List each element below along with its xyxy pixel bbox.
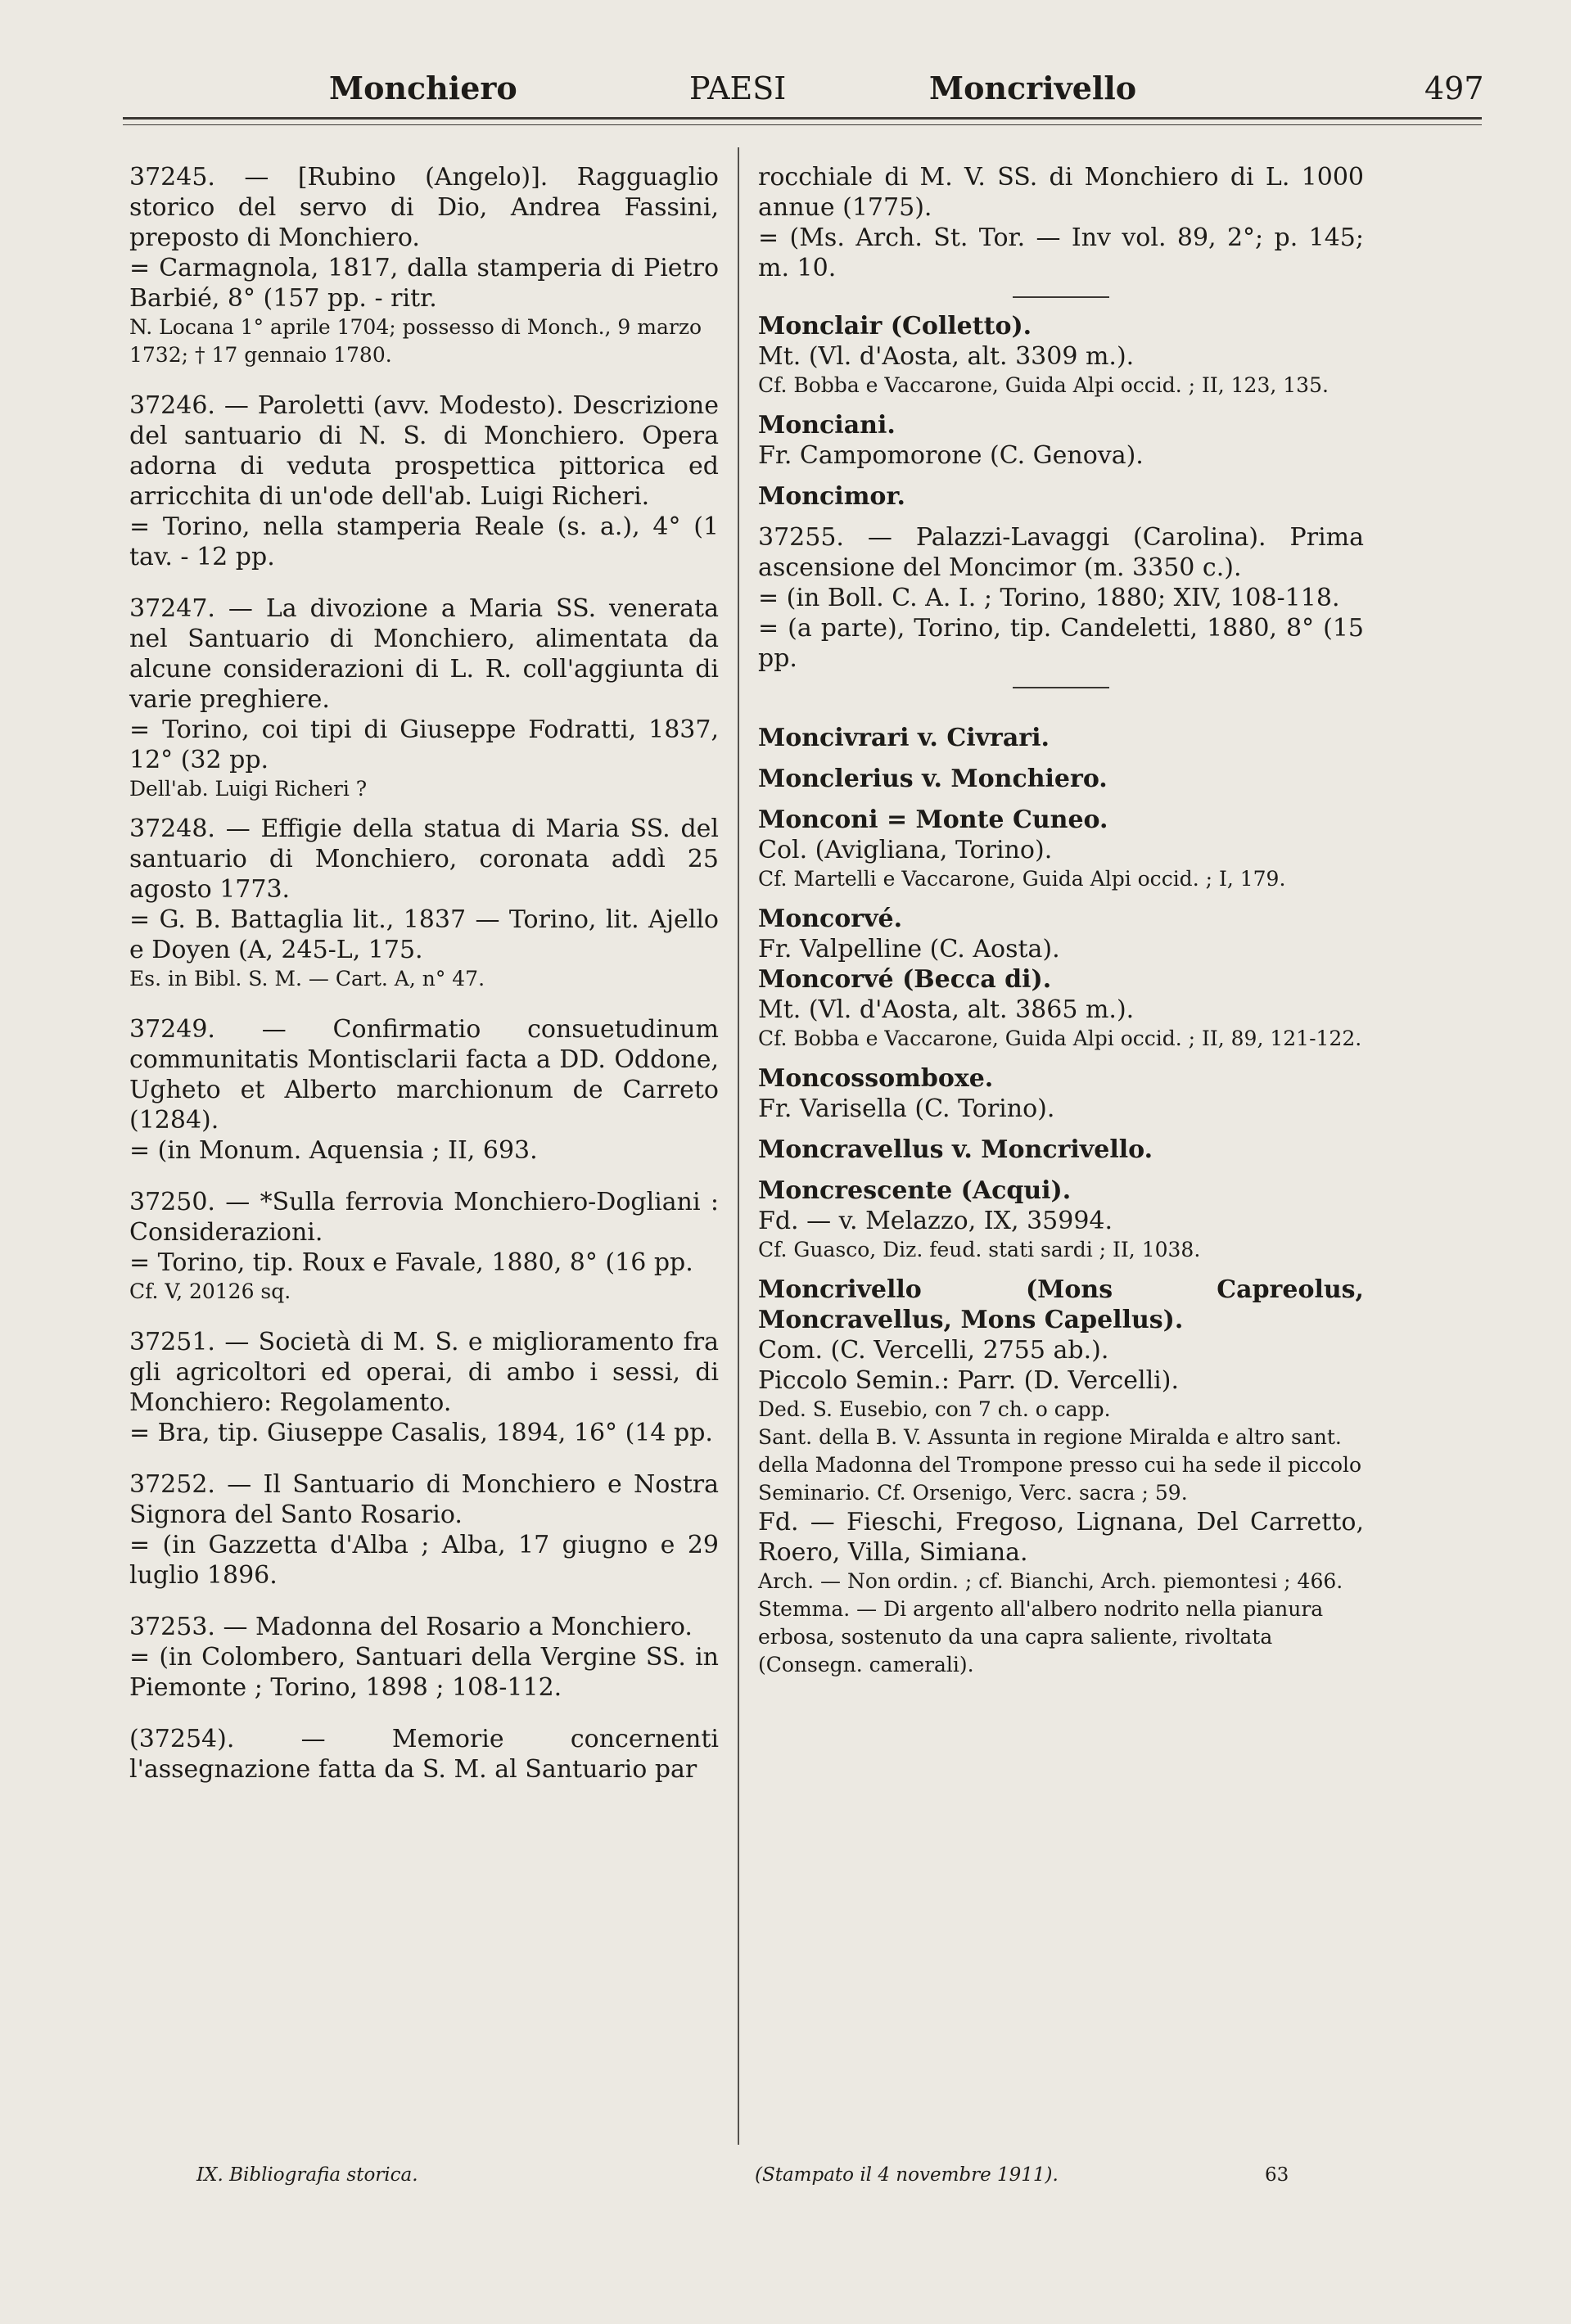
right-heading: Moncossomboxe. [758,1064,994,1093]
right-heading: Monciani. [758,411,896,440]
left-entry: = G. B. Battaglia lit., 1837 — Torino, lit. Ajello e Doyen (A, 245-L, 175. [129,905,719,964]
left-entry: (37254). — Memorie concernenti l'assegnazione fatta da S. M. al Santuario par [129,1725,719,1784]
left-entry: = Carmagnola, 1817, dalla stamperia di Pietro Barbié, 8° (157 pp. - ritr. [129,254,719,313]
left-entry: 37248. — Effigie della statua di Maria SS. del santuario di Monchiero, coronata addì 25 agosto 1773. [129,815,719,904]
right-note: Cf. Martelli e Vaccarone, Guida Alpi occid. ; I, 179. [758,867,1286,891]
spacer [758,1264,1364,1275]
left-entry: 37253. — Madonna del Rosario a Monchiero. [129,1613,693,1641]
left-entry: = (in Gazzetta d'Alba ; Alba, 17 giugno e 29 luglio 1896. [129,1531,719,1590]
right-entry: Fd. — Fieschi, Fregoso, Lignana, Del Carretto, Roero, Villa, Simiana. [758,1508,1364,1567]
spacer [758,702,1364,723]
left-entry: 37251. — Società di M. S. e miglioramento fra gli agricoltori ed operai, di ambo i sessi, di Monchiero: Regolamento. [129,1328,719,1417]
spacer [758,753,1364,764]
spacer [129,1166,719,1187]
left-note: N. Locana 1° aprile 1704; possesso di Monch., 9 marzo 1732; † 17 gennaio 1780. [129,315,702,367]
left-column [129,162,719,1785]
right-entry: 37255. — Palazzi-Lavaggi (Carolina). Prima ascensione del Moncimor (m. 3350 c.). [758,523,1364,582]
section-rule [1013,296,1109,298]
right-heading: Moncorvé. [758,905,903,933]
left-entry: 37246. — Paroletti (avv. Modesto). Descrizione del santuario di N. S. di Monchiero. Opera adorna di veduta prospettica pittorica ed arricchita di un'ode dell'ab. Luigi Richeri. [129,391,719,511]
right-note: Cf. Guasco, Diz. feud. stati sardi ; II, 1038. [758,1238,1201,1261]
left-entry: = Torino, tip. Roux e Favale, 1880, 8° (16 pp. [129,1248,693,1277]
right-entry: Mt. (Vl. d'Aosta, alt. 3309 m.). [758,342,1135,371]
column-divider [738,147,739,2145]
spacer [758,1053,1364,1063]
left-note: Cf. V, 20126 sq. [129,1279,291,1303]
footer-page-signature: 63 [1265,2164,1289,2186]
left-note: Es. in Bibl. S. M. — Cart. A, n° 47. [129,967,485,991]
right-heading: Monconi = Monte Cuneo. [758,806,1108,834]
right-heading: Moncrivello (Mons Capreolus, Moncravellus, Mons Capellus). [758,1275,1364,1334]
left-note: Dell'ab. Luigi Richeri ? [129,777,368,801]
right-note: Arch. — Non ordin. ; cf. Bianchi, Arch. piemontesi ; 466. [758,1569,1343,1593]
section-rule [1013,687,1109,688]
right-heading: Moncravellus v. Moncrivello. [758,1135,1153,1164]
right-entry: Col. (Avigliana, Torino). [758,836,1053,864]
spacer [758,1124,1364,1135]
spacer [129,1306,719,1327]
right-note: Ded. S. Eusebio, con 7 ch. o capp. [758,1397,1111,1421]
left-entry: 37247. — La divozione a Maria SS. venerata nel Santuario di Monchiero, alimentata da alcune considerazioni di L. R. coll'aggiunta di varie preghiere. [129,594,719,714]
spacer [129,1448,719,1469]
spacer [758,893,1364,904]
right-note: Cf. Bobba e Vaccarone, Guida Alpi occid. ; II, 89, 121-122. [758,1027,1362,1050]
footer-left: IX. Bibliografia storica. [196,2164,418,2186]
spacer [129,572,719,593]
right-entry: Mt. (Vl. d'Aosta, alt. 3865 m.). [758,995,1135,1024]
right-entry: = (in Boll. C. A. I. ; Torino, 1880; XIV, 108-118. [758,584,1340,612]
right-note: Stemma. — Di argento all'albero nodrito nella pianura erbosa, sostenuto da una capra saliente, rivoltata (Consegn. camerali). [758,1597,1324,1676]
running-header [0,64,1571,113]
left-entry: 37250. — *Sulla ferrovia Monchiero-Dogliani : Considerazioni. [129,1188,719,1247]
spacer [758,794,1364,805]
right-heading: Moncorvé (Becca di). [758,965,1052,994]
left-entry: = Torino, nella stamperia Reale (s. a.), 4° (1 tav. - 12 pp. [129,512,719,571]
right-entry: Fr. Varisella (C. Torino). [758,1094,1055,1123]
left-entry: 37252. — Il Santuario di Monchiero e Nostra Signora del Santo Rosario. [129,1470,719,1529]
spacer [129,993,719,1014]
header-right: Moncrivello [929,70,1137,106]
right-heading: Monclair (Colletto). [758,312,1032,341]
right-heading: Monclerius v. Monchiero. [758,765,1108,793]
left-entry: = (in Colombero, Santuari della Vergine SS. in Piemonte ; Torino, 1898 ; 108-112. [129,1643,719,1702]
spacer [129,1591,719,1612]
right-column [758,162,1364,1679]
spacer [758,1165,1364,1176]
header-rule-bottom [123,124,1482,125]
spacer [758,471,1364,481]
page-number: 497 [1424,70,1484,106]
right-entry: Com. (C. Vercelli, 2755 ab.). [758,1336,1109,1365]
header-rule-top [123,117,1482,120]
right-entry: = (a parte), Torino, tip. Candeletti, 1880, 8° (15 pp. [758,614,1364,673]
spacer [129,1703,719,1724]
right-entry: Piccolo Semin.: Parr. (D. Vercelli). [758,1366,1180,1395]
left-entry: = Bra, tip. Giuseppe Casalis, 1894, 16° (14 pp. [129,1419,713,1447]
right-entry: Fd. — v. Melazzo, IX, 35994. [758,1207,1113,1235]
right-note: Cf. Bobba e Vaccarone, Guida Alpi occid. ; II, 123, 135. [758,373,1329,397]
right-entry: rocchiale di M. V. SS. di Monchiero di L. 1000 annue (1775). [758,163,1364,222]
footer-center: (Stampato il 4 novembre 1911). [755,2164,1059,2186]
left-entry: 37249. — Confirmatio consuetudinum communitatis Montisclarii facta a DD. Oddone, Ugheto et Alberto marchionum de Carreto (1284). [129,1015,719,1135]
right-entry: = (Ms. Arch. St. Tor. — Inv vol. 89, 2°; p. 145; m. 10. [758,223,1364,282]
spacer [758,512,1364,522]
right-heading: Moncimor. [758,482,905,511]
right-entry: Fr. Valpelline (C. Aosta). [758,935,1060,963]
left-entry: 37245. — [Rubino (Angelo)]. Ragguaglio storico del servo di Dio, Andrea Fassini, preposto di Monchiero. [129,163,719,252]
spacer [129,369,719,390]
spacer [129,803,719,814]
right-heading: Moncrescente (Acqui). [758,1176,1072,1205]
right-note: Sant. della B. V. Assunta in regione Miralda e altro sant. della Madonna del Trompone presso cui ha sede il piccolo Seminario. Cf. Orsenigo, Verc. sacra ; 59. [758,1425,1362,1505]
header-center: PAESI [689,70,787,106]
left-entry: = (in Monum. Aquensia ; II, 693. [129,1136,538,1165]
spacer [758,399,1364,410]
left-entry: = Torino, coi tipi di Giuseppe Fodratti, 1837, 12° (32 pp. [129,715,719,774]
right-heading: Moncivrari v. Civrari. [758,724,1050,752]
right-entry: Fr. Campomorone (C. Genova). [758,441,1144,470]
header-left: Monchiero [329,70,517,106]
